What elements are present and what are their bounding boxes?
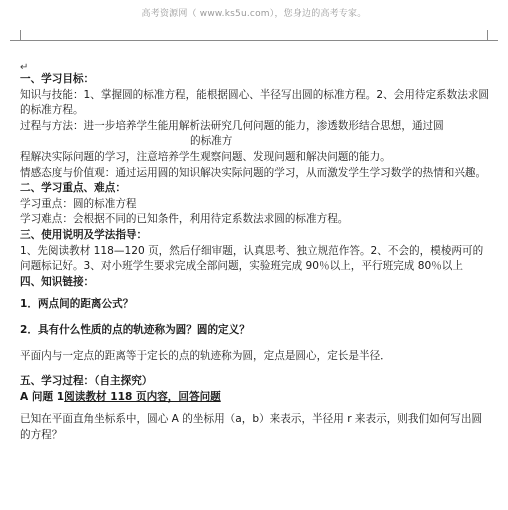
paragraph-mark: ↵ (20, 62, 29, 73)
section-1-line-3: 程解决实际问题的学习，注意培养学生观察问题、发现问题和解决问题的能力。 (20, 150, 391, 163)
header-corner-left (10, 30, 21, 40)
section-1-title: 一、学习目标： (20, 73, 95, 85)
section-2-title: 二、学习重点、难点： (20, 182, 126, 195)
header-rule (10, 40, 498, 41)
section-3-line-1: 1、先阅读教材 118—120 页，然后仔细审题，认真思考、独立规范作答。2、不会的，模棱两可的问题标记好。3、对小班学生要求完成全部问题，实验班完成 90％以上，平行班完成 80％以上 (20, 244, 484, 273)
section-4-question-1: 1．两点间的距离公式？ (20, 298, 134, 311)
page-header (0, 0, 508, 40)
section-2-line-1: 学习重点：圆的标准方程 (20, 197, 137, 210)
section-5-problem-1 (20, 390, 490, 406)
section-1-line-2a: 过程与方法：进一步培养学生能用解析法研究几何问题的能力，渗透数形结合思想，通过圆 (20, 119, 444, 132)
section-3-title: 三、使用说明及学法指导： (20, 228, 148, 241)
section-4-question-2: 2．具有什么性质的点的轨迹称为圆？圆的定义？ (20, 323, 250, 336)
problem-1-prefix: A 问题 1 (20, 390, 65, 403)
header-corner-right (487, 30, 498, 40)
section-1-line-4: 情感态度与价值观：通过运用圆的知识解决实际问题的学习，从而激发学生学习数学的热情和兴趣。 (20, 166, 487, 179)
section-1-line-2b: 的标准方 (190, 135, 233, 148)
section-4-title: 四、知识链接： (20, 275, 95, 288)
header-watermark-text: 高考资源网（ www.ks5u.com），您身边的高考专家。 (141, 9, 367, 19)
section-4-definition: 平面内与一定点的距离等于定长的点的轨迹称为圆，定点是圆心，定长是半径． (20, 349, 391, 362)
section-5-line: 已知在平面直角坐标系中，圆心 A 的坐标用（a，b）来表示，半径用 r 来表示，则我们如何写出圆的方程？ (20, 413, 483, 441)
section-2-line-2: 学习难点：会根据不同的已知条件，利用待定系数法求圆的标准方程。 (20, 213, 349, 226)
section-5-title: 五、学习过程：（自主探究） (20, 375, 153, 388)
problem-1-instruction: 阅读教材 118 页内容，回答问题 (64, 390, 221, 403)
document-body (20, 72, 490, 443)
section-1-line-1: 知识与技能：1、掌握圆的标准方程，能根据圆心、半径写出圆的标准方程。2、会用待定系数法求圆的标准方程。 (20, 88, 490, 117)
